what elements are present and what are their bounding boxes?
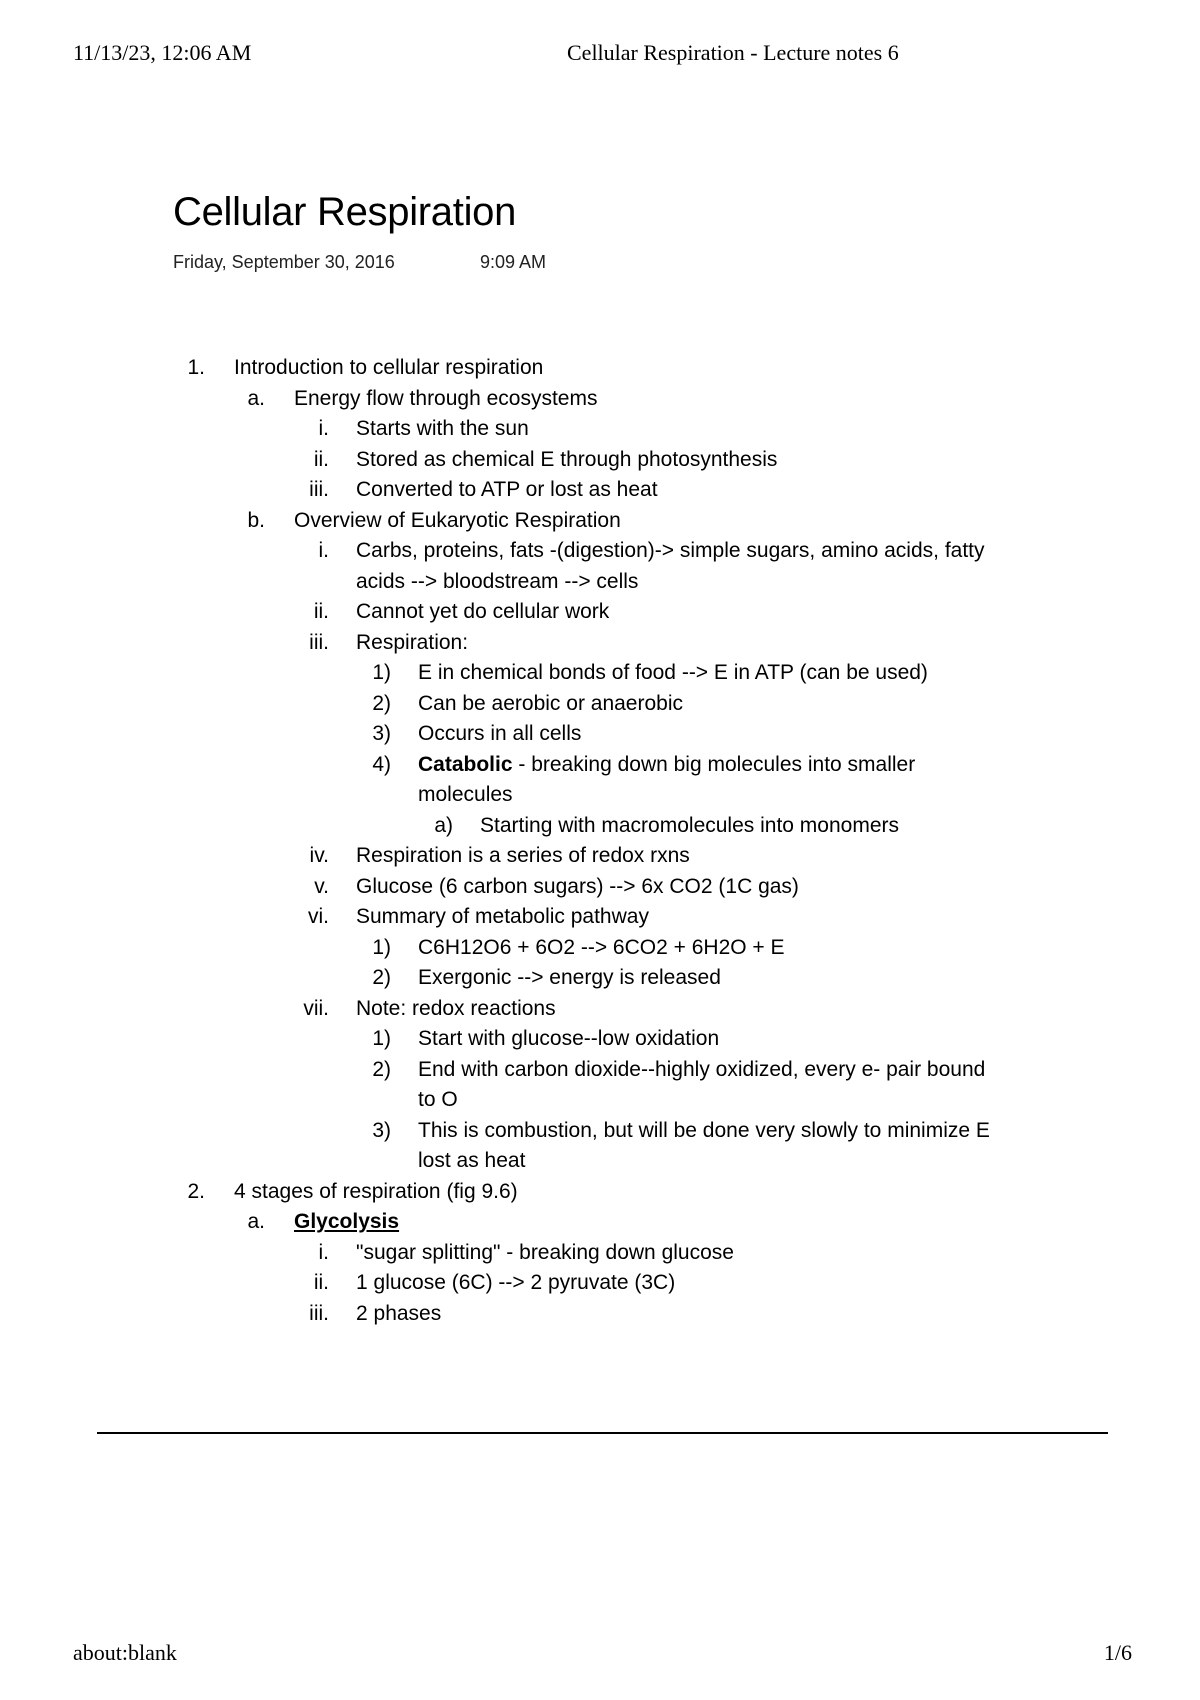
print-datetime: 11/13/23, 12:06 AM	[73, 40, 252, 65]
outline-marker: iii.	[309, 630, 329, 654]
outline-marker: 4)	[372, 752, 391, 776]
outline-marker: 2)	[372, 691, 391, 715]
outline-text: Introduction to cellular respiration	[234, 356, 544, 379]
note-date: Friday, September 30, 2016	[173, 252, 395, 272]
outline-text: E in chemical bonds of food --> E in ATP (can be used)	[418, 661, 928, 684]
outline-item	[0, 719, 1200, 750]
outline-marker: 1)	[372, 1027, 391, 1050]
outline-item	[0, 1238, 1200, 1269]
outline-marker: vii.	[303, 996, 329, 1020]
outline-text: End with carbon dioxide--highly oxidized, every e- pair bound	[418, 1057, 986, 1081]
outline-item	[0, 811, 1200, 842]
outline-item	[0, 628, 1200, 659]
outline-text: C6H12O6 + 6O2 --> 6CO2 + 6H2O + E	[418, 935, 785, 959]
outline-item	[0, 353, 1200, 384]
outline-marker: iii.	[309, 1301, 329, 1325]
lecture-outline	[0, 353, 1200, 1329]
outline-marker: a.	[247, 1210, 265, 1233]
outline-item	[0, 872, 1200, 903]
outline-text: Stored as chemical E through photosynthesis	[356, 447, 778, 471]
outline-text: Converted to ATP or lost as heat	[356, 478, 658, 501]
outline-text: Exergonic --> energy is released	[418, 966, 721, 989]
outline-text: Overview of Eukaryotic Respiration	[294, 508, 621, 532]
outline-marker: i.	[318, 1240, 329, 1264]
outline-marker: a)	[434, 813, 453, 837]
outline-marker: vi.	[308, 905, 329, 928]
outline-item	[0, 1085, 1200, 1116]
outline-item	[0, 506, 1200, 537]
outline-marker: 2.	[187, 1179, 205, 1203]
outline-item	[0, 902, 1200, 933]
outline-marker: ii.	[313, 447, 329, 471]
outline-marker: 2)	[372, 1057, 391, 1081]
outline-text: Cannot yet do cellular work	[356, 600, 610, 623]
outline-text: lost as heat	[418, 1149, 526, 1172]
outline-item	[0, 689, 1200, 720]
outline-text: Summary of metabolic pathway	[356, 905, 649, 928]
outline-marker: 2)	[372, 966, 391, 989]
outline-marker: i.	[318, 417, 329, 440]
outline-marker: 1.	[187, 356, 205, 379]
outline-marker: 3)	[372, 722, 391, 745]
outline-text: molecules	[418, 783, 513, 806]
outline-text: Starts with the sun	[356, 417, 529, 440]
outline-text: "sugar splitting" - breaking down glucose	[356, 1240, 734, 1264]
outline-item	[0, 780, 1200, 811]
page-title: Cellular Respiration	[173, 190, 517, 234]
outline-text-rest: breaking down big molecules into smaller	[531, 752, 916, 776]
outline-item	[0, 1024, 1200, 1055]
outline-item	[0, 1055, 1200, 1086]
outline-text: Glycolysis	[294, 1210, 400, 1233]
outline-item	[0, 1299, 1200, 1330]
outline-text: Note: redox reactions	[356, 996, 556, 1020]
outline-marker: a.	[247, 386, 265, 410]
outline-item	[0, 1207, 1200, 1238]
outline-item	[0, 963, 1200, 994]
outline-marker: ii.	[313, 1271, 329, 1294]
outline-text: Carbs, proteins, fats -(digestion)-> simple sugars, amino acids, fatty	[356, 539, 985, 562]
outline-text: This is combustion, but will be done very slowly to minimize E	[418, 1118, 990, 1142]
page-divider	[97, 1432, 1108, 1434]
outline-marker: ii.	[313, 600, 329, 623]
outline-item	[0, 933, 1200, 964]
outline-item	[0, 475, 1200, 506]
outline-text: Respiration is a series of redox rxns	[356, 844, 690, 867]
outline-item	[0, 567, 1200, 598]
outline-text: Can be aerobic or anaerobic	[418, 691, 684, 715]
outline-text: 1 glucose (6C) --> 2 pyruvate (3C)	[356, 1271, 676, 1294]
outline-marker: iii.	[309, 478, 329, 501]
outline-item	[0, 841, 1200, 872]
outline-item	[0, 994, 1200, 1025]
outline-item	[0, 1146, 1200, 1177]
outline-text: 4 stages of respiration (fig 9.6)	[234, 1179, 518, 1203]
outline-text: Catabolic - breaking down big molecules into smaller	[418, 752, 916, 776]
outline-item	[0, 1116, 1200, 1147]
outline-marker: v.	[314, 874, 329, 898]
outline-text: Start with glucose--low oxidation	[418, 1027, 720, 1050]
outline-marker: 3)	[372, 1118, 391, 1142]
outline-text: Starting with macromolecules into monomers	[480, 813, 899, 837]
outline-marker: i.	[318, 539, 329, 562]
outline-text: acids --> bloodstream --> cells	[356, 569, 639, 593]
outline-item	[0, 536, 1200, 567]
note-time: 9:09 AM	[480, 252, 547, 272]
print-document-title: Cellular Respiration - Lecture notes 6	[567, 40, 899, 65]
outline-item	[0, 414, 1200, 445]
outline-text: to O	[418, 1088, 458, 1111]
outline-marker: 1)	[372, 661, 391, 684]
print-url: about:blank	[73, 1640, 177, 1665]
outline-item	[0, 445, 1200, 476]
outline-text: Energy flow through ecosystems	[294, 386, 598, 410]
outline-item	[0, 1177, 1200, 1208]
outline-text: Occurs in all cells	[418, 722, 582, 745]
outline-item	[0, 750, 1200, 781]
outline-item	[0, 597, 1200, 628]
outline-text: Respiration:	[356, 630, 469, 654]
outline-item	[0, 1268, 1200, 1299]
outline-text: Glucose (6 carbon sugars) --> 6x CO2 (1C gas)	[356, 874, 799, 898]
outline-marker: 1)	[372, 935, 391, 959]
print-page-number: 1/6	[1103, 1640, 1132, 1665]
outline-marker: b.	[247, 508, 265, 532]
outline-item	[0, 384, 1200, 415]
outline-marker: iv.	[309, 844, 329, 867]
outline-item	[0, 658, 1200, 689]
bold-term: Catabolic	[418, 752, 513, 776]
outline-text: 2 phases	[356, 1301, 442, 1325]
